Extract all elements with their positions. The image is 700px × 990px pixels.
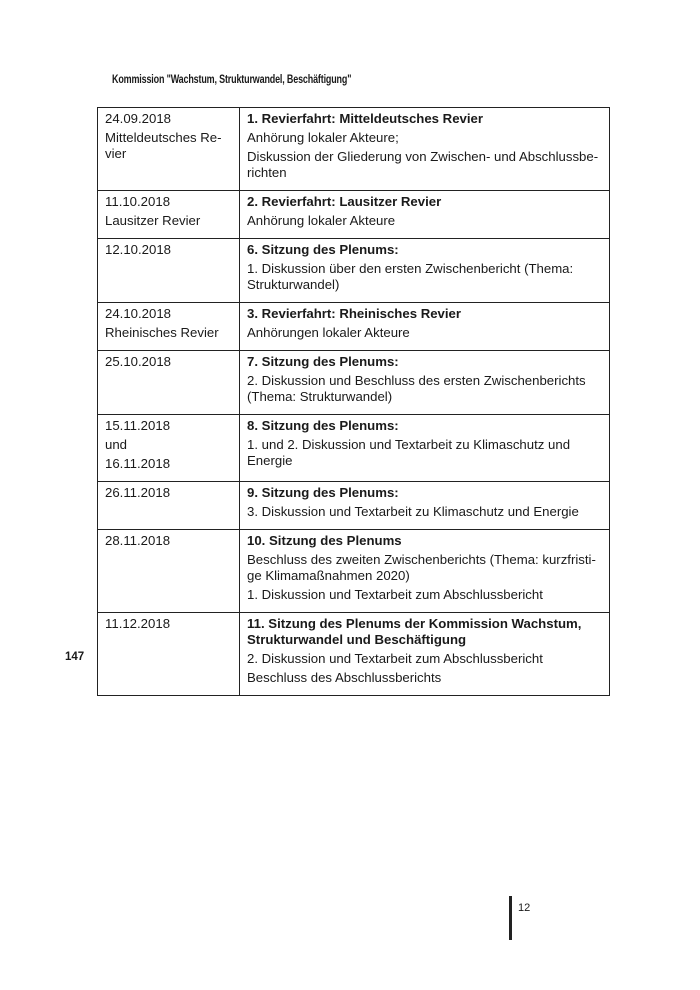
topic-cell [240,613,610,696]
topic-cell [240,303,610,351]
date-line: 25.10.2018 [105,354,172,369]
topic-cell [240,415,610,482]
date-line: Lausitzer Revier [105,213,201,228]
topic-title: 6. Sitzung des Plenums: [247,242,399,257]
topic-line: Anhörung lokaler Akteure; [247,130,399,145]
date-cell [98,530,240,613]
topic-line: Anhörungen lokaler Akteure [247,325,410,340]
topic-line: 1. Diskussion und Textarbeit zum Abschlussbericht [247,587,543,602]
date-cell [98,351,240,415]
topic-cell [240,482,610,530]
schedule-row [98,415,610,482]
topic-title: 2. Revierfahrt: Lausitzer Revier [247,194,442,209]
schedule-table [97,107,610,696]
schedule-row [98,351,610,415]
topic-line: 3. Diskussion und Textarbeit zu Klimaschutz und Energie [247,504,579,519]
date-line: 12.10.2018 [105,242,172,257]
topic-line: Diskussion der Gliederung von Zwischen- und Abschlussbe- richten [247,149,599,180]
margin-number: 147 [65,651,85,663]
topic-title: 8. Sitzung des Plenums: [247,418,399,433]
topic-line: Beschluss des zweiten Zwischenberichts (Thema: kurzfristi- ge Klimamaßnahmen 2020) [247,552,596,583]
schedule-row [98,613,610,696]
date-cell [98,303,240,351]
topic-title: 1. Revierfahrt: Mitteldeutsches Revier [247,111,483,126]
date-line: 24.10.2018 [105,306,172,321]
date-line: und [105,437,128,452]
topic-line: 1. Diskussion über den ersten Zwischenbericht (Thema: Strukturwandel) [247,261,574,292]
topic-title: 7. Sitzung des Plenums: [247,354,399,369]
schedule-row [98,482,610,530]
schedule-row [98,108,610,191]
schedule-table-body [98,108,610,696]
topic-line: 2. Diskussion und Textarbeit zum Abschlussbericht [247,651,543,666]
topic-line: Beschluss des Abschlussberichts [247,670,442,685]
page-header: Kommission "Wachstum, Strukturwandel, Beschäftigung" [112,74,352,86]
topic-title: 11. Sitzung des Plenums der Kommission Wachstum, Strukturwandel und Beschäftigung [247,616,582,647]
date-line: Rheinisches Revier [105,325,219,340]
topic-title: 3. Revierfahrt: Rheinisches Revier [247,306,462,321]
topic-cell [240,191,610,239]
topic-line: 1. und 2. Diskussion und Textarbeit zu Klimaschutz und Energie [247,437,571,468]
date-line: 15.11.2018 [105,418,171,433]
topic-title: 9. Sitzung des Plenums: [247,485,399,500]
page-number: 12 [518,902,531,914]
schedule-row [98,303,610,351]
schedule-row [98,530,610,613]
date-cell [98,239,240,303]
topic-title: 10. Sitzung des Plenums [247,533,402,548]
date-cell [98,613,240,696]
date-line: 11.10.2018 [105,194,171,209]
topic-cell [240,108,610,191]
date-line: 11.12.2018 [105,616,171,631]
date-cell [98,482,240,530]
date-cell [98,108,240,191]
page-number-bar [509,896,512,940]
date-line: 28.11.2018 [105,533,171,548]
date-line: 24.09.2018 [105,111,172,126]
date-cell [98,415,240,482]
date-line: Mitteldeutsches Re- vier [105,130,222,161]
topic-cell [240,239,610,303]
date-line: 16.11.2018 [105,456,171,471]
topic-line: Anhörung lokaler Akteure [247,213,396,228]
topic-cell [240,530,610,613]
schedule-row [98,191,610,239]
schedule-row [98,239,610,303]
date-line: 26.11.2018 [105,485,171,500]
date-cell [98,191,240,239]
topic-line: 2. Diskussion und Beschluss des ersten Zwischenberichts (Thema: Strukturwandel) [247,373,586,404]
topic-cell [240,351,610,415]
